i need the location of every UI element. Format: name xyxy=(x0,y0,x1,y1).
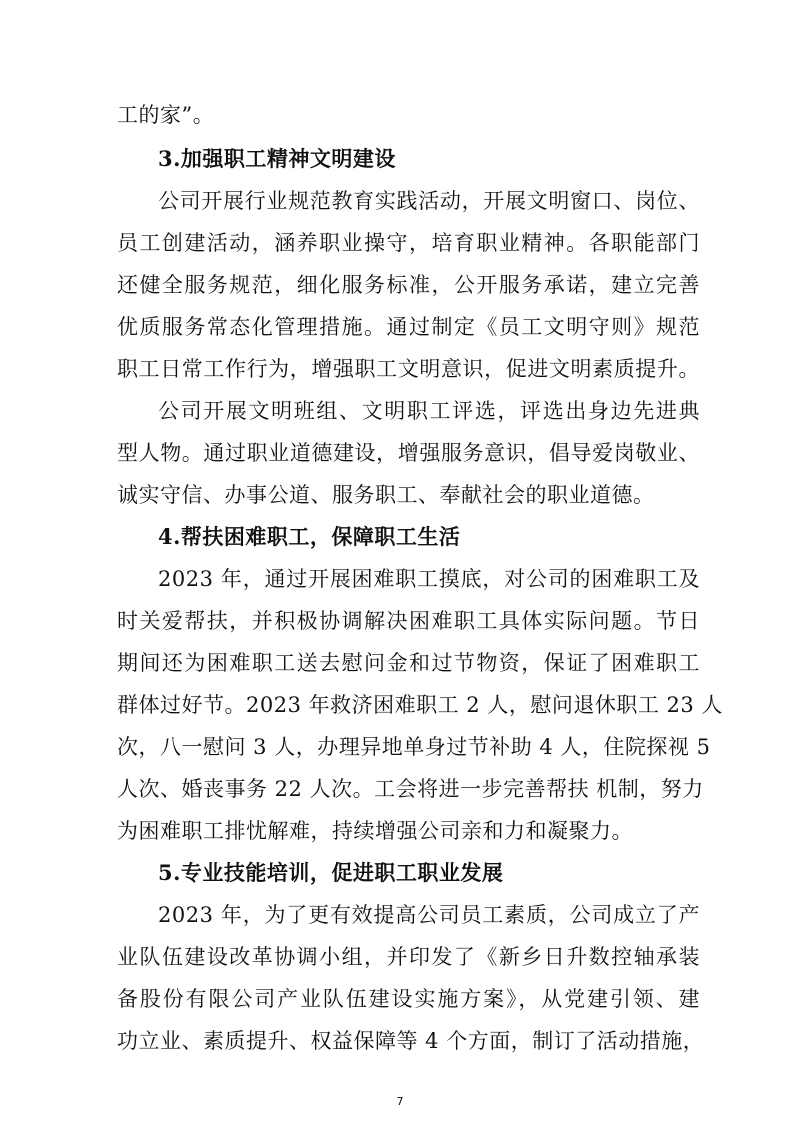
paragraph-line: 型人物。通过职业道德建设，增强服务意识，倡导爱岗敬业、 xyxy=(117,441,700,465)
paragraph-line: 期间还为困难职工送去慰问金和过节物资，保证了困难职工 xyxy=(117,651,700,675)
paragraph-line: 人次、婚丧事务 22 人次。工会将进一步完善帮扶 机制，努力 xyxy=(117,777,704,801)
paragraph-line: 业队伍建设改革协调小组，并印发了《新乡日升数控轴承装 xyxy=(117,945,700,969)
paragraph-line: 员工创建活动，涵养职业操守，培育职业精神。各职能部门 xyxy=(117,231,700,255)
paragraph-line: 备股份有限公司产业队伍建设实施方案》，从党建引领、建 xyxy=(117,987,700,1011)
paragraph-line: 次，八一慰问 3 人，办理异地单身过节补助 4 人，住院探视 5 xyxy=(117,735,711,759)
paragraph-line: 职工日常工作行为，增强职工文明意识，促进文明素质提升。 xyxy=(117,357,700,381)
paragraph-line: 诚实守信、办事公道、服务职工、奉献社会的职业道德。 xyxy=(117,483,655,507)
paragraph-line: 还健全服务规范，细化服务标准，公开服务承诺，建立完善 xyxy=(117,273,700,297)
paragraph-line: 2023 年，为了更有效提高公司员工素质，公司成立了产 xyxy=(158,903,700,927)
section-heading-3: 3.加强职工精神文明建设 xyxy=(158,146,396,171)
paragraph-line: 2023 年，通过开展困难职工摸底，对公司的困难职工及 xyxy=(158,567,700,591)
section-heading-4: 4.帮扶困难职工，保障职工生活 xyxy=(158,524,461,549)
paragraph-line: 为困难职工排忧解难，持续增强公司亲和力和凝聚力。 xyxy=(117,819,633,843)
section-heading-5: 5.专业技能培训，促进职工职业发展 xyxy=(158,860,504,885)
paragraph-line: 优质服务常态化管理措施。通过制定《员工文明守则》规范 xyxy=(117,315,700,339)
paragraph-line: 群体过好节。2023 年救济困难职工 2 人，慰问退休职工 23 人 xyxy=(117,693,723,717)
paragraph-line: 公司开展文明班组、文明职工评选，评选出身边先进典 xyxy=(158,399,700,423)
page-number: 7 xyxy=(396,1095,404,1108)
paragraph-line: 时关爱帮扶，并积极协调解决困难职工具体实际问题。节日 xyxy=(117,609,700,633)
paragraph-line: 功立业、素质提升、权益保障等 4 个方面，制订了活动措施， xyxy=(117,1029,705,1053)
paragraph-line: 公司开展行业规范教育实践活动，开展文明窗口、岗位、 xyxy=(158,189,700,213)
paragraph-line: 工的家”。 xyxy=(117,103,215,127)
